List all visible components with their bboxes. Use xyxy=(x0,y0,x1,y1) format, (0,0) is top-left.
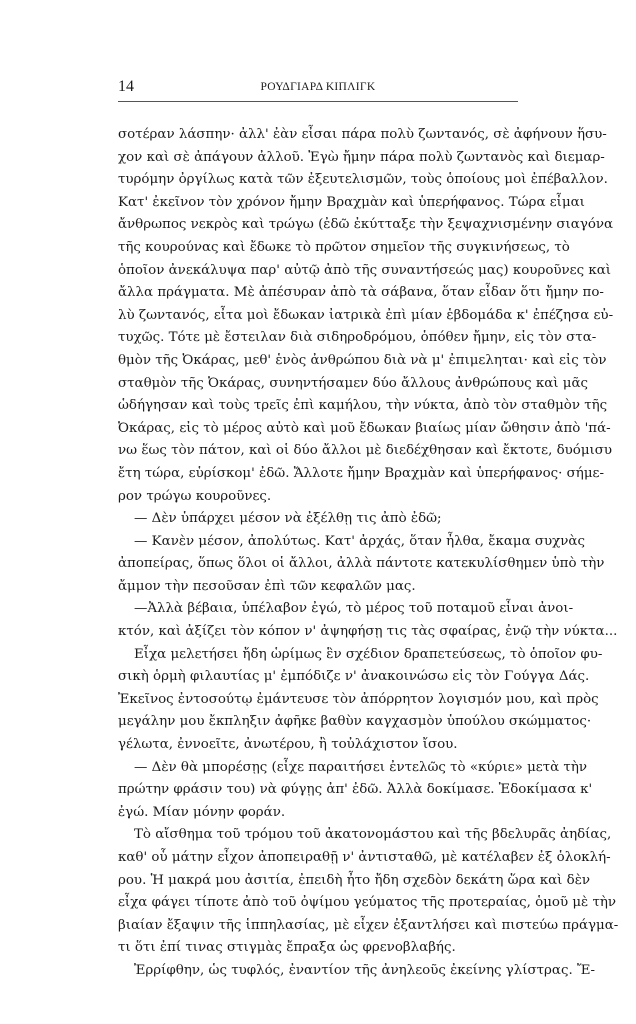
running-head: ΡΟΥΔΓΙΑΡΔ ΚΙΠΛΙΓΚ xyxy=(260,81,376,93)
text-line: ὁποῖον ἀνεκάλυψα παρ' αὐτῷ ἀπὸ τῆς συναντήσεώς μας) κουροῦνες καὶ xyxy=(118,262,612,278)
text-line: Ὀκάρας, εἰς τὸ μέρος αὐτὸ καὶ μοῦ ἔδωκαν βιαίως μίαν ὤθησιν ἀπὸ 'πά- xyxy=(118,420,611,436)
text-line: ρον τρώγω κουροῦνες. xyxy=(118,488,272,504)
text-line: ρου. Ἡ μακρά μου ἀσιτία, ἐπειδὴ ἦτο ἤδη σχεδὸν δεκάτη ὥρα καὶ δὲν xyxy=(118,872,591,888)
text-line: τι ὅτι ἐπί τινας στιγμὰς ἔπραξα ὡς φρενοβλαβής. xyxy=(118,940,456,956)
text-line: ἔτη τώρα, εὑρίσκομ' ἐδῶ. Ἄλλοτε ἤμην Βραχμὰν καὶ ὑπερήφανος· σήμε- xyxy=(118,465,604,481)
text-line: ἄλλα πράγματα. Μὲ ἀπέσυραν ἀπὸ τὰ σάβανα, ὅταν εἶδαν ὅτι ἤμην πο- xyxy=(118,285,604,301)
text-line: ἄνθρωπος νεκρὸς καὶ τρώγω (ἐδῶ ἐκύτταξε τὴν ξεψαχνισμένην σιαγόνα xyxy=(118,217,614,233)
page-header xyxy=(118,78,518,100)
text-line: πρώτην φράσιν του) νὰ φύγῃς ἀπ' ἐδῶ. Ἀλλὰ δοκίμασε. Ἐδοκίμασα κ' xyxy=(118,782,593,798)
text-line: νω ἕως τὸν πάτον, καὶ οἱ δύο ἄλλοι μὲ διεδέχθησαν καὶ ἔκτοτε, δυόμισυ xyxy=(118,443,613,459)
text-line: — Κανὲν μέσον, ἀπολύτως. Κατ' ἀρχάς, ὅταν ἦλθα, ἔκαμα συχνὰς xyxy=(134,533,585,549)
text-line: θμὸν τῆς Ὀκάρας, μεθ' ἑνὸς ἀνθρώπου διὰ νὰ μ' ἐπιμεληται· καὶ εἰς τὸν xyxy=(118,352,607,368)
text-line: ἀποπείρας, ὅπως ὅλοι οἱ ἄλλοι, ἀλλὰ πάντοτε κατεκυλίσθημεν ὑπὸ τὴν xyxy=(118,556,605,572)
text-line: — Δὲν θὰ μπορέσῃς (εἶχε παραιτήσει ἐντελῶς τὸ «κύριε» μετὰ τὴν xyxy=(134,759,587,775)
text-line: Κατ' ἐκεῖνον τὸν χρόνον ἤμην Βραχμὰν καὶ ὑπερήφανος. Τώρα εἶμαι xyxy=(118,194,585,210)
text-line: κτόν, καὶ ἀξίζει τὸν κόπον ν' ἀψηφήσῃ τις τὰς σφαίρας, ἐνῷ τὴν νύκτα... xyxy=(118,624,618,640)
text-line: ὡδήγησαν καὶ τοὺς τρεῖς ἐπὶ καμήλου, τὴν νύκτα, ἀπὸ τὸν σταθμὸν τῆς xyxy=(118,398,608,414)
text-line: μεγάλην μου ἔκπληξιν ἀφῆκε βαθὺν καγχασμὸν ὑπούλου σκώμματος· xyxy=(118,714,592,730)
text-line: σταθμὸν τῆς Ὀκάρας, συνηντήσαμεν δύο ἄλλους ἀνθρώπους καὶ μᾶς xyxy=(118,375,589,391)
text-line: χον καὶ σὲ ἀπάγουν ἀλλοῦ. Ἐγὼ ἤμην πάρα πολὺ ζωντανὸς καὶ διεμαρ- xyxy=(118,149,605,165)
text-line: τυχῶς. Τότε μὲ ἔστειλαν διὰ σιδηροδρόμου, ὁπόθεν ἤμην, εἰς τὸν στα- xyxy=(118,330,597,346)
header-rule xyxy=(118,101,518,102)
text-line: —Ἀλλὰ βέβαια, ὑπέλαβον ἐγώ, τὸ μέρος τοῦ ποταμοῦ εἶναι ἀνοι- xyxy=(134,601,574,617)
text-line: — Δὲν ὑπάρχει μέσον νὰ ἐξέλθῃ τις ἀπὸ ἐδῶ; xyxy=(134,511,442,527)
text-line: σικὴ ὁρμὴ φιλαυτίας μ' ἐμπόδιζε ν' ἀνακοινώσω εἰς τὸν Γούγγα Δάς. xyxy=(118,669,590,685)
text-line: Ἐκεῖνος ἐντοσούτῳ ἐμάντευσε τὸν ἀπόρρητον λογισμόν μου, καὶ πρὸς xyxy=(118,691,599,707)
text-line: εἶχα φάγει τίποτε ἀπὸ τοῦ ὀψίμου γεύματος τῆς προτεραίας, ὁμοῦ μὲ τὴν xyxy=(118,895,617,911)
text-line: Ἐρρίφθην, ὡς τυφλός, ἐναντίον τῆς ἀνηλεοῦς ἐκείνης γλίστρας. Ἔ- xyxy=(134,962,595,978)
text-line: Τὸ αἴσθημα τοῦ τρόμου τοῦ ἀκατονομάστου καὶ τῆς βδελυρᾶς ἀηδίας, xyxy=(134,827,612,843)
text-line: καθ' οὗ μάτην εἶχον ἀποπειραθῇ ν' ἀντισταθῶ, μὲ κατέλαβεν ἐξ ὁλοκλή- xyxy=(118,850,611,865)
body-text xyxy=(118,124,619,983)
text-line: Εἶχα μελετήσει ἤδη ὡρίμως ἓν σχέδιον δραπετεύσεως, τὸ ὁποῖον φυ- xyxy=(134,646,603,662)
text-line: γέλωτα, ἐννοεῖτε, ἀνωτέρου, ἢ τοὐλάχιστον ἴσου. xyxy=(118,737,458,753)
text-line: βιαίαν ἔξαψιν τῆς ἱππηλασίας, μὲ εἶχεν ἐξαντλήσει καὶ πιστεύω πράγμα- xyxy=(118,917,619,933)
text-line: τυρόμην ὀργίλως κατὰ τῶν ἐξευτελισμῶν, τοὺς ὁποίους μοὶ ἐπέβαλλον. xyxy=(118,172,608,188)
text-line: ἄμμον τὴν πεσοῦσαν ἐπὶ τῶν κεφαλῶν μας. xyxy=(118,578,416,594)
page-number: 14 xyxy=(118,78,134,95)
text-line: τῆς κουρούνας καὶ ἔδωκε τὸ πρῶτον σημεῖον τῆς συγκινήσεως, τὸ xyxy=(118,239,570,255)
text-line: ἐγώ. Μίαν μόνην φοράν. xyxy=(118,804,286,820)
text-line: σοτέραν λάσπην· ἀλλ' ἐὰν εἶσαι πάρα πολὺ ζωντανός, σὲ ἀφήνουν ἥσυ- xyxy=(118,127,607,142)
text-line: λὺ ζωντανός, εἶτα μοὶ ἔδωκαν ἰατρικὰ ἐπὶ μίαν ἑβδομάδα κ' ἐπέζησα εὐ- xyxy=(118,307,614,323)
